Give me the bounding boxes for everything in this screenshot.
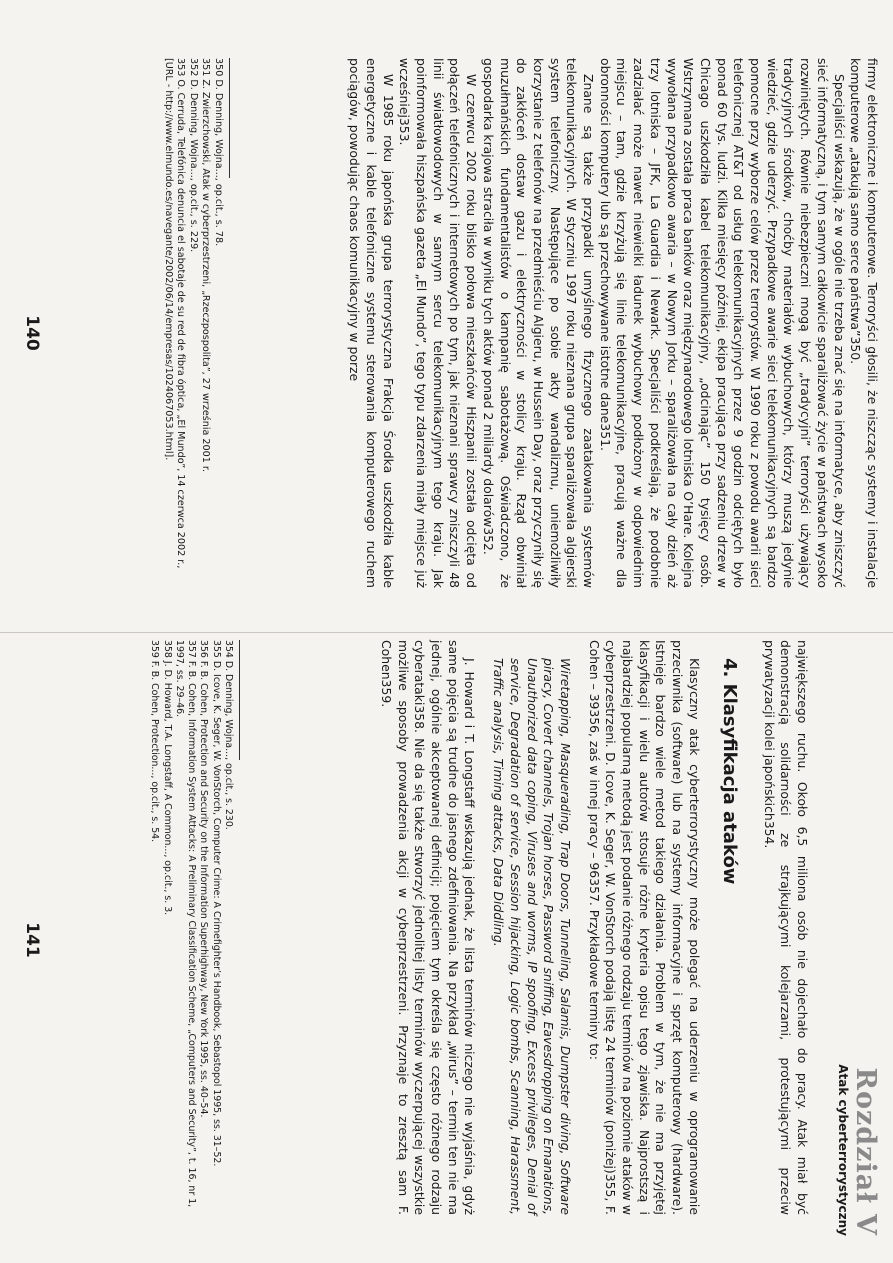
footnote: 350 D. Denning, Wojna..., op.cit., s. 78. (213, 58, 224, 247)
right-page (0, 640, 880, 1240)
body-paragraph: największego ruchu. Około 6,5 miliona osób nie dojechało do pracy. Atak miał być demonstracją solidarności ze strajkującymi kolejarzami, protestującymi przeciw prywatyzacji kolei japońskich354. (761, 640, 810, 1215)
footnote: 357 F. B. Cohen, Information System Attacks: A Preliminary Classification Scheme, „Computers and Security”, t. 16, nr 1, 1997, ss. 29–46. (173, 640, 198, 1208)
chapter-title: Rozdział V (850, 1067, 881, 1236)
section-heading: 4. Klasyfikacja ataków (718, 658, 740, 885)
footnote: 358 J. D. Howard, T.A. Longstaff, A Common..., op.cit., s. 3. (161, 640, 173, 916)
footnote-rule (239, 640, 240, 760)
footnote: 355 D. Icove, K. Seger, W. VonStorch, Computer Crime: A Crimefighter’s Handbook, Sebastopol 1995, ss. 31–52. (210, 640, 222, 1167)
body-paragraph: Znane są także przypadki umyślnego fizycznego zaatakowania systemów telekomunikacyjnych. W styczniu 1997 roku nieznana grupa sparaliżowała algierski system telefoniczny. Następujące po sobie akty wandalizmu, uniemożliwiły korzystanie z telefonów na przedmieściu Algieru, w Hussein Day, oraz przyczyniły się do zakłóceń dostaw gazu i elektryczności w stolicy kraju. Rząd obwiniał muzułmańskich fundamentalistów o kampanię sabotażową. Oświadczono, że gospodarka krajowa straciła w wyniku tych aktów ponad 2 miliardy dolarów352. (480, 58, 597, 588)
footnote: 354 D. Denning, Wojna..., op.cit., s. 230. (223, 640, 234, 830)
body-paragraph: W czerwcu 2002 roku blisko połowa mieszkańców Hiszpanii została odcięta od połączeń telefonicznych i internetowych po tym, jak nieznani sprawcy zniszczyli 48 linii światłowodowych w samym sercu telekomunikacyjnym tego kraju. Jak poinformowała hiszpańska gazeta „El Mundo”, tego typu zdarzenia miały miejsce już wcześniej353. (397, 58, 480, 588)
footnote: 359 F. B. Cohen, Protection..., op.cit., s. 54. (149, 640, 161, 843)
right-footnotes (148, 640, 240, 1215)
chapter-subtitle: Atak cyberterrorystyczny (836, 1064, 850, 1236)
body-paragraph: Klasyczny atak cyberterrorystyczny może polegać na uderzeniu w oprogramowanie przeciwnika (software) lub na systemy informacyjne i sprzęt komputerowy (hardware). Istnieje bardzo wiele metod takiego działania. Problem w tym, że nie ma przyjętej klasyfikacji i wielu autorów stosuje różne kryteria opisu tego zjawiska. Najprostszą i najbardziej popularną metodą jest podanie różnego rodzaju terminów na poziomie ataków w cyberprzestrzeni. D. Icove, K. Seger, W. VonStorch podają listę 24 terminów (poniżej)355, F. Cohen – 39356, zaś w innej pracy – 96357. Przykładowe terminy to: (586, 640, 702, 1215)
body-paragraph: J. Howard i T. Longstaff wskazują jednak, że lista terminów niczego nie wyjaśnia, gdyż same pojęcia są trudne do jasnego zdefiniowania. Na przykład „wirus” – termin ten nie ma jednej, ogólnie akceptowanej definicji; pojęciem tym określa się często różnego rodzaju cyberataki358. Nie da się także stworzyć jednolitej listy terminów wyczerpującej wszystkie możliwe sposoby prowadzenia akcji w cyberprzestrzeni. Przyznaje to zresztą sam F. Cohen359. (378, 640, 478, 1215)
body-paragraph: W 1985 roku japońska grupa terrorystyczna Frakcja Środka uszkodziła kable energetyczne i kable telefoniczne systemu sterowania komputerowego ruchem pociągów, powodując chaos komunikacyjny w porze (347, 58, 396, 588)
footnote: 356 F. B. Cohen, Protection and Security on the Information Superhighway, New York 1995, ss. 40–54. (198, 640, 210, 1118)
footnote: 351 Z. Zwierzchowski, Atak w cyberprzestrzeni, „Rzeczpospolita”, 27 września 2001 r. (200, 58, 212, 473)
page-number: 140 (22, 315, 42, 351)
footnote: 352 D. Denning, Wojna..., op.cit., s. 229. (188, 58, 199, 253)
left-footnotes (162, 58, 231, 588)
terms-list: Wiretapping, Masquerading, Trap Doors, Tunneling, Salamis, Dumpster diving, Software piracy, Covert channels, Trojan horses, Password sniffing, Eavesdropping on Emanations, Unauthorized data coping, Viruses and worms, IP spoofing, Excess privileges, Denial of service, Degradation of service, Session hijacking, Logic bombs, Scanning, Harassment, Traffic analysis, Timing attacks, Data Diddling. (491, 658, 573, 1215)
body-paragraph: firmy elektroniczne i komputerowe. Terroryści głosili, że niszcząc systemy i instalacje komputerowe „atakują samo serce państwa”350. (848, 58, 880, 588)
left-page-body (346, 58, 881, 588)
page-divider (0, 632, 893, 633)
left-page (0, 38, 880, 628)
footnote-rule (229, 58, 230, 178)
running-header (836, 1050, 880, 1236)
body-paragraph: Specjaliści wskazują, że w ogóle nie trzeba znać się na informatyce, aby zniszczyć sieć informatyczną, i tym samym całkowicie sparaliżować życie w państwach wysoko rozwiniętych. Równie niebezpieczni mogą być „tradycyjni” terroryści używający tradycyjnych środków, choćby materiałów wybuchowych, którzy muszą jedynie wiedzieć, gdzie uderzyć. Przypadkowe awarie sieci telekomunikacyjnych są bardzo pomocne przy wyborze celów przez terrorystów. W 1990 roku z powodu awarii sieci telefonicznej AT&T od usług telekomunikacyjnych przez 9 godzin odciętych było ponad 60 tys. ludzi. Kilka miesięcy później, ekipa pracująca przy sadzeniu drzew w Chicago uszkodziła kabel telekomunikacyjny, „odcinając” 150 tysięcy osób. Wstrzymana została praca banków oraz międzynarodowego lotniska O’Hare. Kolejna wywołana przypadkowo awaria – w Nowym Jorku – sparaliżowała na cały dzień aż trzy lotniska – JFK, La Guardia i Newark. Specjaliści podkreślają, że podobnie zadziałać może nawet niewielki ładunek wybuchowy podłożony w odpowiednim miejscu – tam, gdzie krzyżują się linie telekomunikacyjne, pracują ważne dla obronności komputery lub są przechowywane istotne dane351. (597, 58, 847, 588)
page-number: 141 (22, 922, 42, 958)
footnote: 353 O. Cerruda, Telefónica denuncia el sabotaje de su red de fibra óptica, „El Mundo”, 14 czerwca 2002 r., [URL - http://www.elmundo.es/navegante/2002/06/14/empresas/1024067053.html]. (163, 58, 187, 569)
right-page-body (377, 640, 810, 1215)
